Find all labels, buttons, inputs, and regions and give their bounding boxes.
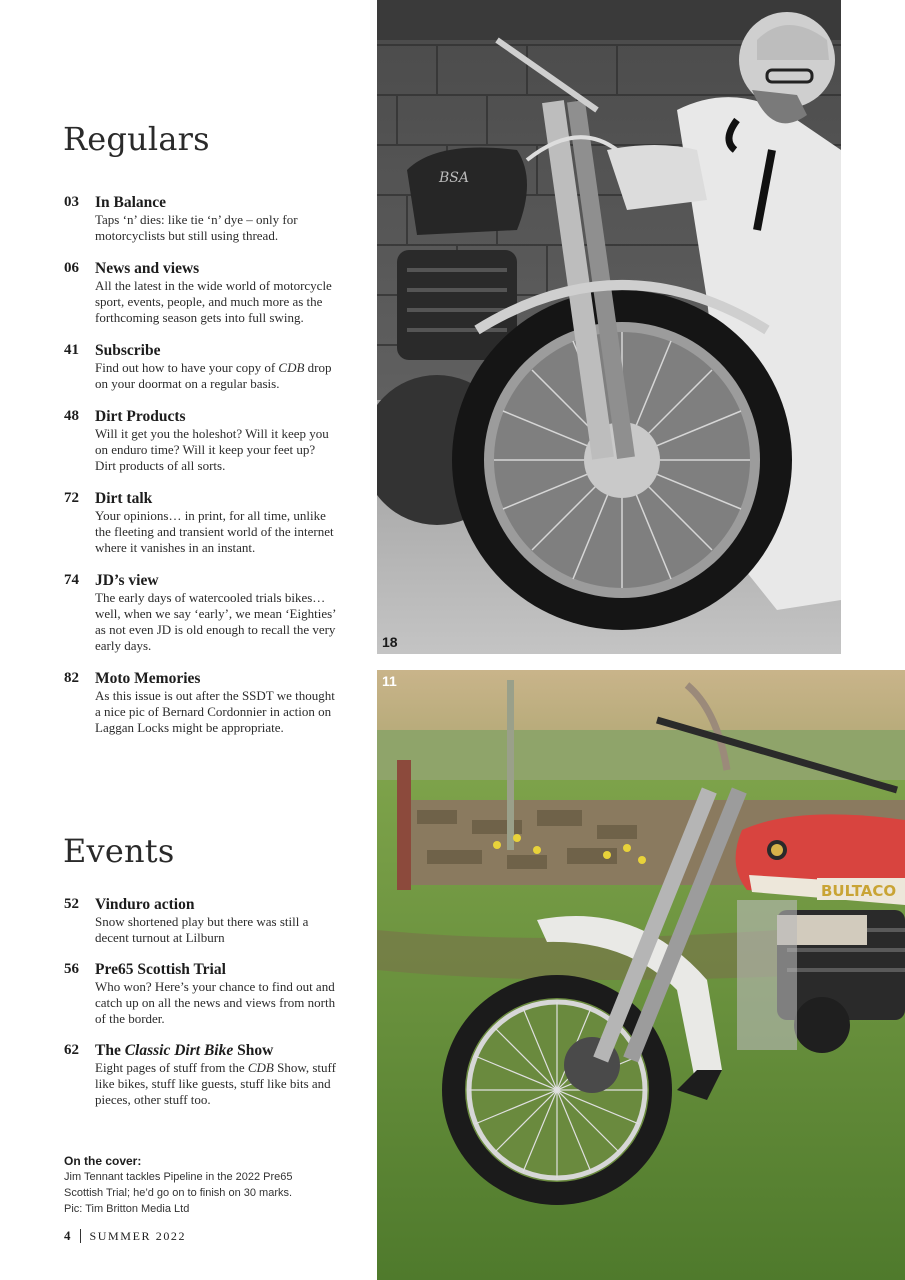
item-title: Subscribe xyxy=(95,342,161,359)
photo-bsa-mechanic[interactable] xyxy=(377,0,841,654)
item-description xyxy=(95,1060,339,1108)
bultaco-photo-illustration xyxy=(377,670,905,1280)
list-item[interactable] xyxy=(64,961,339,1027)
list-item[interactable] xyxy=(64,670,339,736)
item-description: Your opinions… in print, for all time, unlike the fleeting and transient world of the internet where it vanishes in an instant. xyxy=(95,508,334,555)
cover-caption xyxy=(64,1154,334,1217)
item-title xyxy=(95,1042,339,1059)
photo-page-ref: 11 xyxy=(382,673,397,689)
page-number: 48 xyxy=(64,408,79,424)
item-description: As this issue is out after the SSDT we thought a nice pic of Bernard Cordonnier in action on Laggan Locks might be appropriate. xyxy=(95,688,335,735)
desc-text: Eight pages of stuff from the xyxy=(95,1060,248,1075)
item-title: Dirt talk xyxy=(95,490,153,507)
events-list xyxy=(64,896,339,1123)
list-item[interactable] xyxy=(64,194,339,244)
item-description xyxy=(95,360,339,392)
title-text: The xyxy=(95,1042,125,1059)
magazine-name: Classic Dirt Bike xyxy=(124,1042,234,1059)
page-number: 82 xyxy=(64,670,79,686)
list-item[interactable] xyxy=(64,1042,339,1108)
photo-bultaco[interactable] xyxy=(377,670,905,1280)
item-description: Taps ‘n’ dies: like tie ‘n’ dye – only for motorcyclists but still using thread. xyxy=(95,212,298,243)
list-item[interactable] xyxy=(64,408,339,474)
item-title: JD’s view xyxy=(95,572,159,589)
item-description: Snow shortened play but there was still a decent turnout at Lilburn xyxy=(95,914,309,945)
item-title: In Balance xyxy=(95,194,167,211)
page-number: 56 xyxy=(64,961,79,977)
regulars-heading: Regulars xyxy=(63,120,210,158)
photo-page-ref: 18 xyxy=(382,634,398,650)
list-item[interactable] xyxy=(64,896,339,946)
item-title: News and views xyxy=(95,260,200,277)
bsa-photo-illustration xyxy=(377,0,841,654)
magazine-abbrev: CDB xyxy=(247,1060,274,1075)
desc-text: drop on your doormat on a regular basis. xyxy=(95,360,332,391)
folio-page-number: 4 xyxy=(64,1228,71,1243)
page-number: 62 xyxy=(64,1042,79,1058)
regulars-list xyxy=(64,194,339,752)
cover-heading: On the cover: xyxy=(64,1154,142,1168)
cover-text: Jim Tennant tackles Pipeline in the 2022 Pre65 Scottish Trial; he’d go on to finish on 30 marks. xyxy=(64,1171,293,1199)
events-heading: Events xyxy=(63,832,175,870)
page-number: 06 xyxy=(64,260,79,276)
magazine-abbrev: CDB xyxy=(278,360,305,375)
photo-credit: Pic: Tim Britton Media Ltd xyxy=(64,1203,190,1215)
list-item[interactable] xyxy=(64,342,339,392)
title-text: Show xyxy=(233,1042,274,1059)
list-item[interactable] xyxy=(64,572,339,654)
item-description: The early days of watercooled trials bikes… well, when we say ‘early’, we mean ‘Eighties’ as not even JD is old enough to recall the very early days. xyxy=(95,590,336,653)
page-number: 52 xyxy=(64,896,79,912)
page-number: 74 xyxy=(64,572,79,588)
page-number: 41 xyxy=(64,342,79,358)
desc-text: Find out how to have your copy of xyxy=(95,360,279,375)
page-number: 03 xyxy=(64,194,79,210)
page-number: 72 xyxy=(64,490,79,506)
page-footer xyxy=(64,1228,186,1244)
bultaco-tank-logo: BULTACO xyxy=(821,882,897,900)
list-item[interactable] xyxy=(64,260,339,326)
issue-label: SUMMER 2022 xyxy=(89,1228,187,1243)
item-title: Dirt Products xyxy=(95,408,186,425)
item-title: Pre65 Scottish Trial xyxy=(95,961,226,978)
item-description: Who won? Here’s your chance to find out and catch up on all the news and views from north of the border. xyxy=(95,979,336,1026)
item-title: Vinduro action xyxy=(95,896,195,913)
item-description: Will it get you the holeshot? Will it keep you on enduro time? Will it keep your feet up? Dirt products of all sorts. xyxy=(95,426,329,473)
folio-divider xyxy=(80,1229,81,1243)
item-title: Moto Memories xyxy=(95,670,201,687)
list-item[interactable] xyxy=(64,490,339,556)
desc-text: Show, stuff like bikes, stuff like guests, stuff like bits and pieces, other stuff too. xyxy=(95,1060,336,1107)
item-description: All the latest in the wide world of motorcycle sport, events, people, and much more as the forthcoming season gets into full swing. xyxy=(95,278,332,325)
bsa-tank-logo: BSA xyxy=(439,170,469,186)
